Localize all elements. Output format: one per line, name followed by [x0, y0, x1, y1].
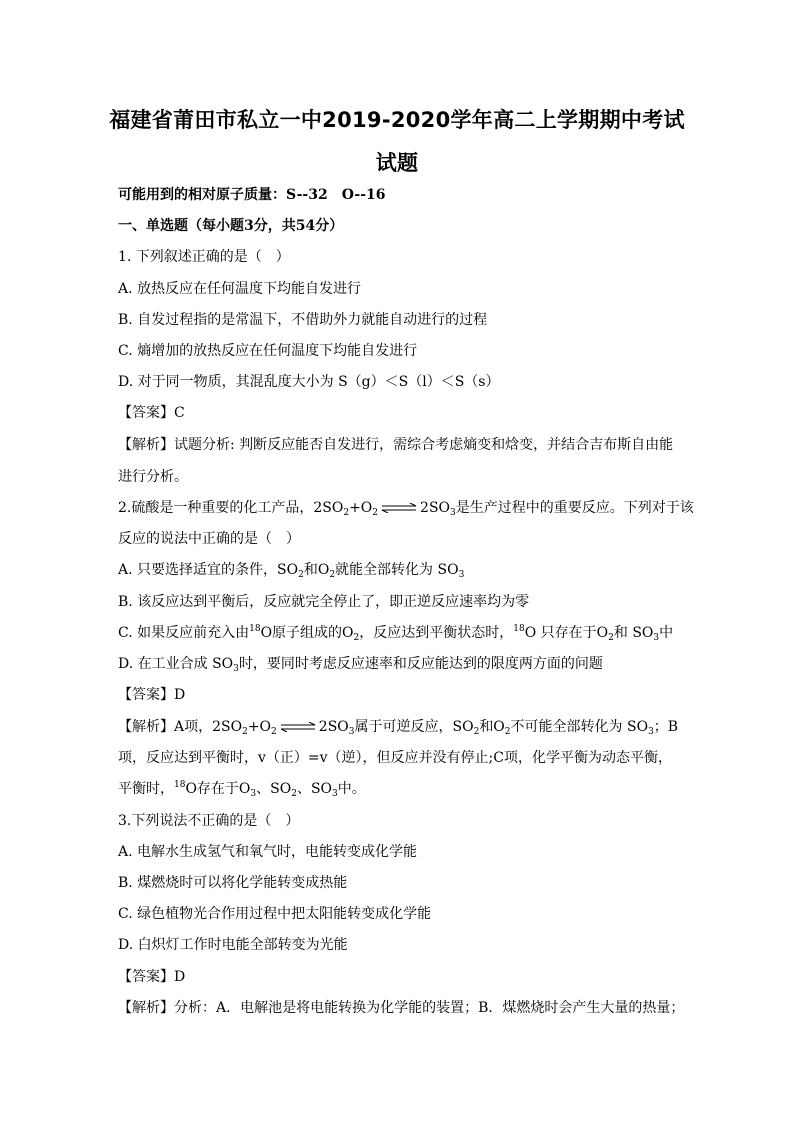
q2-option-a: A. 只要选择适宜的条件，$SO_2$和$O_2$就能全部转化为 $SO_3$	[118, 562, 465, 580]
doc-title-line2: 试题	[375, 151, 419, 175]
q2-option-b: B. 该反应达到平衡后，反应就完全停止了，即正逆反应速率均为零	[118, 594, 530, 610]
q2-analysis-end: 平衡时，$^{18}$O存在于$O_3$、$SO_2$、$SO_3$中。	[118, 780, 366, 799]
q3-option-a: A. 电解水生成氢气和氧气时，电能转变成化学能	[118, 844, 418, 860]
q3-option-b: B. 煤燃烧时可以将化学能转变成热能	[118, 875, 348, 891]
q1-option-d: D. 对于同一物质，其混乱度大小为 S（g）＜S（l）＜S（s）	[118, 374, 500, 390]
q3-analysis: 【解析】分析：A．电解池是将电能转换为化学能的装置；B．煤燃烧时会产生大量的热量；	[118, 1000, 685, 1016]
q2-option-c: C. 如果反应前充入由$^{18}$O原子组成的$O_2$，反应达到平衡状态时，$^{18}$O 只存在于$O_2$和 $SO_3$中	[118, 624, 674, 643]
q3-option-c: C. 绿色植物光合作用过程中把太阳能转变成化学能	[118, 906, 432, 922]
q1-stem: 1. 下列叙述正确的是（ ）	[118, 249, 290, 265]
section-heading: 一、单选题（每小题3分，共54分）	[118, 218, 344, 234]
q3-stem: 3.下列说法不正确的是（ ）	[118, 813, 300, 829]
q1-answer: 【答案】C	[118, 405, 185, 421]
q1-analysis: 【解析】试题分析: 判断反应能否自发进行，需综合考虑熵变和焓变，并结合吉布斯自由能	[118, 437, 674, 453]
q2-stem: 2.硫酸是一种重要的化工产品，$2SO_2+O_2$ $2SO_3$是生产过程中的重要反应。下列对于该	[118, 500, 694, 518]
atomic-mass-note: 可能用到的相对原子质量：S--32 O--16	[118, 187, 386, 203]
reversible-arrow-icon	[279, 722, 317, 732]
q3-answer: 【答案】D	[118, 969, 186, 985]
q2-answer: 【答案】D	[118, 687, 186, 703]
q1-option-b: B. 自发过程指的是常温下，不借助外力就能自动进行的过程	[118, 312, 488, 328]
doc-title-line1: 福建省莆田市私立一中2019-2020学年高二上学期期中考试	[109, 108, 685, 132]
q2-stem-cont: 反应的说法中正确的是（ ）	[118, 531, 300, 547]
q2-analysis: 【解析】A项，$2SO_2+O_2$ $2SO_3$属于可逆反应，$SO_2$和$O_2$不可能全部转化为 $SO_3$；B	[118, 719, 679, 737]
q1-option-c: C. 熵增加的放热反应在任何温度下均能自发进行	[118, 343, 418, 359]
q3-option-d: D. 白炽灯工作时电能全部转变为光能	[118, 937, 348, 953]
q1-option-a: A. 放热反应在任何温度下均能自发进行	[118, 281, 362, 297]
q2-option-d: D. 在工业合成 $SO_3$时，要同时考虑反应速率和反应能达到的限度两方面的问题	[118, 656, 603, 674]
reversible-arrow-icon	[380, 503, 418, 513]
q1-analysis-cont: 进行分析。	[118, 469, 188, 485]
q2-analysis-cont: 项，反应达到平衡时，v（正）=v（逆），但反应并没有停止;C项，化学平衡为动态平衡，	[118, 750, 672, 766]
